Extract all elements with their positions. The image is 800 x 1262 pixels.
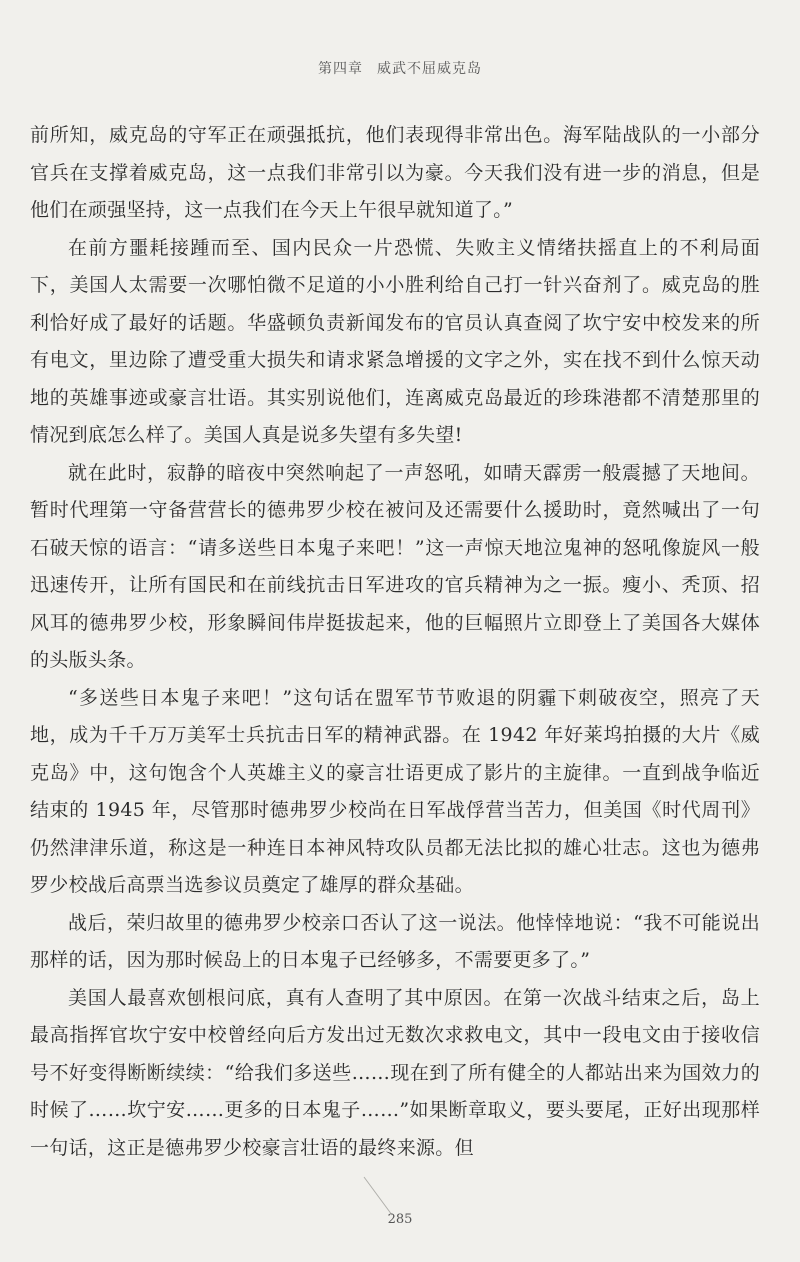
chapter-number: 第四章	[318, 61, 363, 77]
paragraph: 前所知，威克岛的守军正在顽强抵抗，他们表现得非常出色。海军陆战队的一小部分官兵在支撑着威克岛，这一点我们非常引以为豪。今天我们没有进一步的消息，但是他们在顽强坚持，这一点我们在今天上午很早就知道了。”	[30, 124, 760, 221]
paragraph: 战后，荣归故里的德弗罗少校亲口否认了这一说法。他悻悻地说：“我不可能说出那样的话，因为那时候岛上的日本鬼子已经够多，不需要更多了。”	[30, 911, 760, 971]
paragraph: “多送些日本鬼子来吧！”这句话在盟军节节败退的阴霾下刺破夜空，照亮了天地，成为千千万万美军士兵抗击日军的精神武器。在 1942 年好莱坞拍摄的大片《威克岛》中，这句饱含个人英雄主义的豪言壮语更成了影片的主旋律。一直到战争临近结束的 1945 年，尽管那时德弗罗少校尚在日军战俘营当苦力，但美国《时代周刊》仍然津津乐道，称这是一种连日本神风特攻队员都无法比拟的雄心壮志。这也为德弗罗少校战后高票当选参议员奠定了雄厚的群众基础。	[30, 686, 760, 896]
paragraph: 在前方噩耗接踵而至、国内民众一片恐慌、失败主义情绪扶摇直上的不利局面下，美国人太需要一次哪怕微不足道的小小胜利给自己打一针兴奋剂了。威克岛的胜利恰好成了最好的话题。华盛顿负责新闻发布的官员认真查阅了坎宁安中校发来的所有电文，里边除了遭受重大损失和请求紧急增援的文字之外，实在找不到什么惊天动地的英雄事迹或豪言壮语。其实别说他们，连离威克岛最近的珍珠港都不清楚那里的情况到底怎么样了。美国人真是说多失望有多失望!	[30, 236, 760, 446]
body-text	[30, 117, 760, 1167]
paragraph: 就在此时，寂静的暗夜中突然响起了一声怒吼，如晴天霹雳一般震撼了天地间。暂时代理第一守备营营长的德弗罗少校在被问及还需要什么援助时，竟然喊出了一句石破天惊的语言：“请多送些日本鬼子来吧！”这一声惊天地泣鬼神的怒吼像旋风一般迅速传开，让所有国民和在前线抗击日军进攻的官兵精神为之一振。瘦小、秃顶、招风耳的德弗罗少校，形象瞬间伟岸挺拔起来，他的巨幅照片立即登上了美国各大媒体的头版头条。	[30, 461, 760, 671]
running-header	[0, 58, 800, 78]
page-number: 285	[387, 1212, 413, 1227]
paragraph: 美国人最喜欢刨根问底，真有人查明了其中原因。在第一次战斗结束之后，岛上最高指挥官坎宁安中校曾经向后方发出过无数次求救电文，其中一段电文由于接收信号不好变得断断续续：“给我们多送些……现在到了所有健全的人都站出来为国效力的时候了……坎宁安……更多的日本鬼子……”如果断章取义，要头要尾，正好出现那样一句话，这正是德弗罗少校豪言壮语的最终来源。但	[30, 986, 760, 1159]
chapter-title: 威武不屈威克岛	[377, 61, 482, 77]
